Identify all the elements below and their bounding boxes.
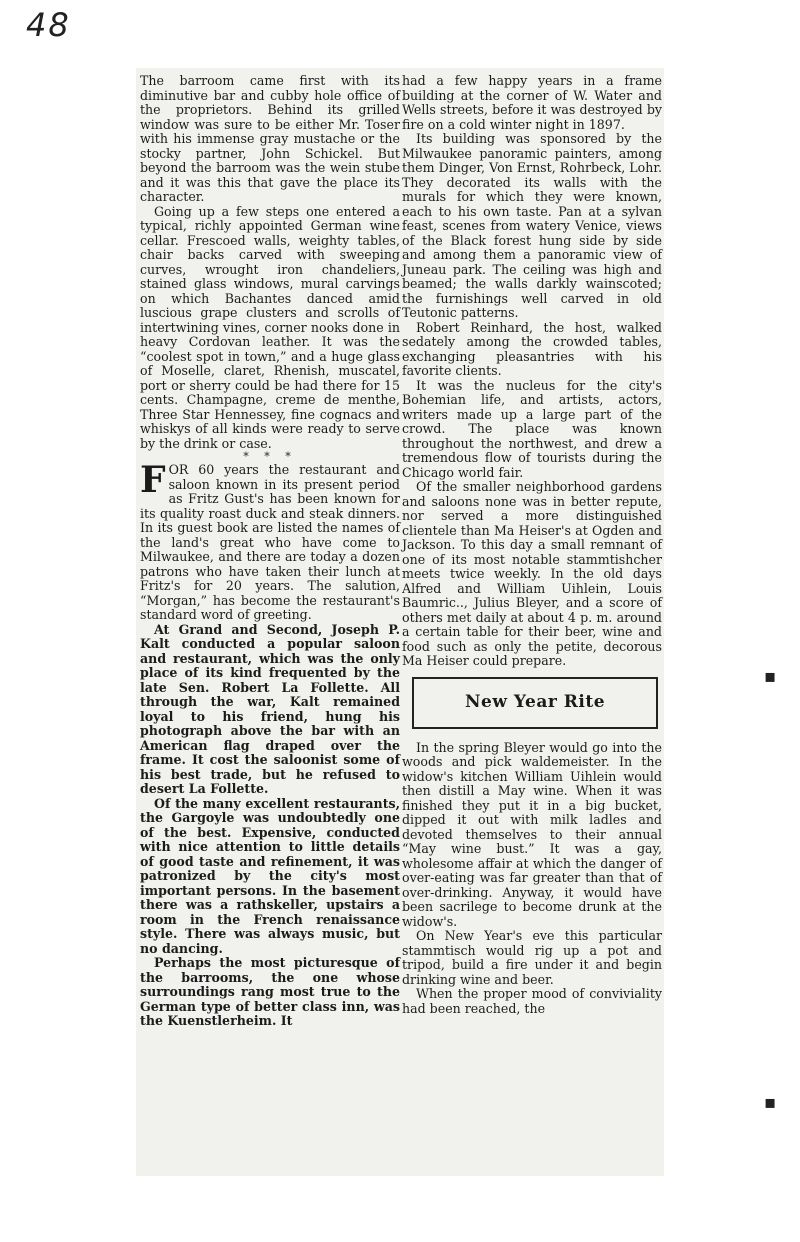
article-paragraph: In the spring Bleyer would go into the woods and pick waldemeister. In the widow's kitchen William Uihlein would then distill a May wine. When it was finished they put it in a big bucket, dipped it out with milk ladles and devoted themselves to their annual “May wine bust.” It was a gay, wholesome affair at which the danger of over-eating was far greater than that of over-drinking. Anyway, it would have been sacrilege to become drunk at the widow's. (402, 739, 662, 929)
article-paragraph: On New Year's eve this particular stammtisch would rig up a pot and tripod, build a fire under it and begin drinking wine and beer. (402, 928, 662, 987)
article-paragraph: Of the smaller neighborhood gardens and saloons none was in better repute, nor served a more distinguished clientele than Ma Heiser's at Ogden and Jackson. To this day a small remnant of one of its most notable stammtishcher meets twice weekly. In the old days Alfred and William Uihlein, Louis Baumric.., Julius Bleyer, and a score of others met daily at about 4 p. m. around a certain table for their beer, wine and food such as only the petite, decorous Ma Heiser could prepare. (402, 479, 662, 668)
article-paragraph: Robert Reinhard, the host, walked sedately among the crowded tables, exchanging pleasantries with his favorite clients. (402, 319, 662, 378)
ink-speck: ▪ (764, 666, 777, 687)
article-column-left (140, 74, 400, 1029)
ink-speck: ▪ (764, 1092, 777, 1113)
article-paragraph: Its building was sponsored by the Milwaukee panoramic painters, among them Dinger, Von Ernst, Rohrbeck, Lohr. They decorated its walls with the murals for which they were known, each to his own taste. Pan at a sylvan feast, scenes from watery Venice, views of the Black forest hung side by side and among them a panoramic view of Juneau park. The ceiling was high and beamed; the walls darkly wainscoted; the furnishings well carved in old Teutonic patterns. (402, 131, 662, 320)
article-paragraph: It was the nucleus for the city's Bohemian life, and artists, actors, writers made up a large part of the crowd. The place was known throughout the northwest, and drew a tremendous flow of tourists during the Chicago world fair. (402, 377, 662, 480)
article-paragraph: Perhaps the most picturesque of the barrooms, the one whose surroundings rang most true to the German type of better class inn, was the Kuenstlerheim. It (140, 955, 400, 1028)
article-paragraph (140, 459, 400, 623)
subheadline: New Year Rite (464, 692, 606, 713)
article-paragraph-text: OR 60 years the restaurant and saloon known in its present period as Fritz Gust's has been known for its quality roast duck and steak dinners. In its guest book are listed the names of the land's great who have come to Milwaukee, and there are today a dozen patrons who have taken their lunch at Fritz's for 20 years. The salution, “Morgan,” has become the restaurant's standard word of greeting. (140, 462, 400, 622)
subheadline-box (412, 677, 658, 729)
article-paragraph: Going up a few steps one entered a typical, richly appointed German wine cellar. Frescoed walls, weighty tables, chair backs carved with sweeping curves, wrought iron chandeliers, stained glass windows, mural carvings on which Bachantes danced amid luscious grape clusters and scrolls of intertwining vines, corner nooks done in heavy Cordovan leather. It was the “coolest spot in town,” and a huge glass of Moselle, claret, Rhenish, muscatel, port or sherry could be had there for 15 cents. Champagne, creme de menthe, Three Star Hennessey, fine cognacs and whiskys of all kinds were ready to serve by the drink or case. (140, 203, 400, 451)
article-paragraph: When the proper mood of conviviality had been reached, the (402, 986, 662, 1016)
article-paragraph: had a few happy years in a frame building at the corner of W. Water and Wells streets, before it was destroyed by fire on a cold winter night in 1897. (402, 73, 662, 132)
article-column-right (402, 74, 662, 1016)
drop-cap: F (140, 459, 166, 501)
article-paragraph: The barroom came first with its diminutive bar and cubby hole office of the proprietors. Behind its grilled window was sure to be either Mr. Toser with his immense gray mustache or the stocky partner, John Schickel. But beyond the barroom was the wein stube and it was this that gave the place its character. (140, 73, 400, 204)
section-separator: * * * (243, 450, 297, 463)
article-paragraph: At Grand and Second, Joseph P. Kalt conducted a popular saloon and restaurant, which was the only place of its kind frequented by the late Sen. Robert La Follette. All through the war, Kalt remained loyal to his friend, hung his photograph above the bar with an American flag draped over the frame. It cost the saloonist some of his best trade, but he refused to desert La Follette. (140, 621, 400, 796)
page-number: 48 (26, 6, 71, 44)
article-paragraph: Of the many excellent restaurants, the Gargoyle was undoubtedly one of the best. Expensive, conducted with nice attention to little details of good taste and refinement, it was patronized by the city's most important persons. In the basement there was a rathskeller, upstairs a room in the French renaissance style. There was always music, but no dancing. (140, 795, 400, 956)
